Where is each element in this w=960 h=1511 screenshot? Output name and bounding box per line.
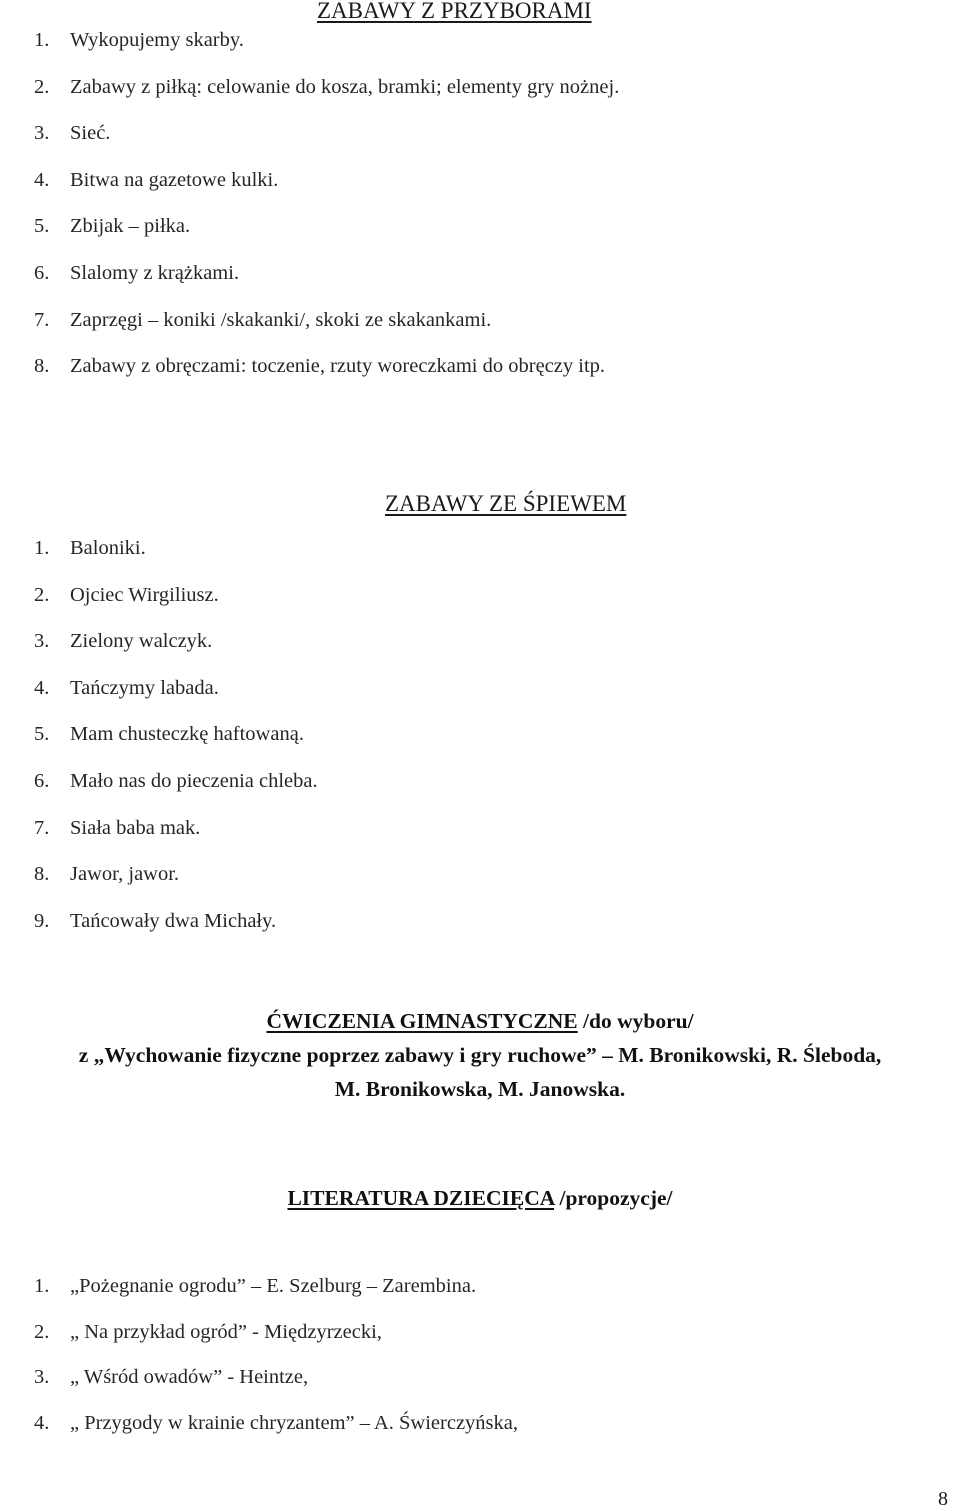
section-title-zabawy-ze-spiewem: ZABAWY ZE ŚPIEWEM (385, 491, 627, 516)
list-item-text: Zbijak – piłka. (70, 215, 191, 238)
list-item-text: Zielony walczyk. (70, 630, 213, 653)
list-item-number: 5. (34, 723, 50, 746)
literature-title-rest: /propozycje/ (554, 1186, 673, 1210)
list-item-number: 2. (34, 583, 50, 606)
przybory-item (34, 355, 605, 378)
przybory-item (34, 29, 244, 52)
list-item-number: 4. (34, 1411, 50, 1434)
list-item-text: Zaprzęgi – koniki /skakanki/, skoki ze skakankami. (70, 308, 492, 331)
list-item-number: 8. (34, 355, 50, 378)
list-item-number: 6. (34, 262, 50, 284)
spiew-item (34, 630, 212, 653)
list-item-number: 4. (34, 676, 50, 699)
list-item-text: Tańcowały dwa Michały. (70, 909, 277, 932)
list-item-text: Sieć. (70, 122, 111, 145)
spiew-item (34, 537, 146, 560)
spiew-item (34, 817, 200, 840)
list-item-number: 7. (34, 816, 50, 839)
list-item-number: 9. (34, 909, 50, 932)
list-item-number: 2. (34, 1320, 50, 1343)
list-item-number: 5. (34, 215, 50, 238)
page-number: 8 (938, 1488, 948, 1510)
przybory-item (34, 215, 190, 238)
list-item-number: 1. (34, 1275, 50, 1297)
list-item-number: 2. (34, 75, 50, 98)
list-item-text: Tańczymy labada. (70, 676, 219, 699)
list-item-text: Jawor, jawor. (70, 863, 180, 886)
list-item-text: Slalomy z krążkami. (70, 262, 240, 284)
przybory-item (34, 122, 110, 145)
literatura-item (34, 1366, 308, 1389)
list-item-text: Zabawy z piłką: celowanie do kosza, bramki; elementy gry nożnej. (70, 75, 620, 98)
list-item-number: 3. (34, 1366, 50, 1388)
przybory-item (34, 262, 239, 285)
list-item-number: 3. (34, 630, 50, 653)
gymnastics-title-underlined: ĆWICZENIA GIMNASTYCZNE (266, 1009, 578, 1033)
spiew-item (34, 723, 304, 746)
list-item-number: 6. (34, 770, 50, 792)
list-item-number: 1. (34, 29, 50, 51)
gymnastics-source-line: z „Wychowanie fizyczne poprzez zabawy i gry ruchowe” – M. Bronikowski, R. Śleboda, (78, 1043, 882, 1067)
przybory-item (34, 309, 491, 332)
list-item-text: Baloniki. (70, 537, 146, 559)
spiew-item (34, 863, 179, 886)
list-item-text: Ojciec Wirgiliusz. (70, 583, 219, 606)
przybory-item (34, 169, 278, 192)
list-item-text: Mało nas do pieczenia chleba. (70, 770, 318, 792)
przybory-item (34, 76, 619, 99)
list-item-text: „ Wśród owadów” - Heintze, (70, 1366, 309, 1388)
list-item-text: „Pożegnanie ogrodu” – E. Szelburg – Zarembina. (70, 1275, 477, 1297)
spiew-item (34, 677, 219, 700)
gymnastics-title (0, 1004, 960, 1038)
list-item-number: 8. (34, 863, 50, 886)
gymnastics-block (0, 1004, 960, 1106)
list-item-number: 4. (34, 168, 50, 191)
literatura-item (34, 1275, 476, 1298)
literature-title-underlined: LITERATURA DZIECIĘCA (287, 1186, 555, 1210)
list-item-text: Bitwa na gazetowe kulki. (70, 168, 279, 191)
section-title-zabawy-z-przyborami: ZABAWY Z PRZYBORAMI (317, 0, 592, 23)
literatura-item (34, 1412, 518, 1435)
literature-title (0, 1181, 960, 1215)
spiew-item (34, 584, 219, 607)
list-item-text: Wykopujemy skarby. (70, 29, 244, 51)
list-item-text: Zabawy z obręczami: toczenie, rzuty woreczkami do obręczy itp. (70, 355, 606, 378)
spiew-item (34, 910, 276, 933)
list-item-text: Siała baba mak. (70, 816, 201, 839)
list-item-text: Mam chusteczkę haftowaną. (70, 723, 304, 746)
list-item-number: 3. (34, 122, 50, 145)
literatura-item (34, 1321, 382, 1344)
list-item-number: 1. (34, 537, 50, 559)
gymnastics-title-rest: /do wyboru/ (577, 1009, 694, 1033)
spiew-item (34, 770, 318, 793)
list-item-text: „ Na przykład ogród” - Międzyrzecki, (70, 1320, 382, 1343)
list-item-text: „ Przygody w krainie chryzantem” – A. Świerczyńska, (70, 1411, 519, 1434)
list-item-number: 7. (34, 308, 50, 331)
gymnastics-authors-line: M. Bronikowska, M. Janowska. (334, 1077, 626, 1101)
